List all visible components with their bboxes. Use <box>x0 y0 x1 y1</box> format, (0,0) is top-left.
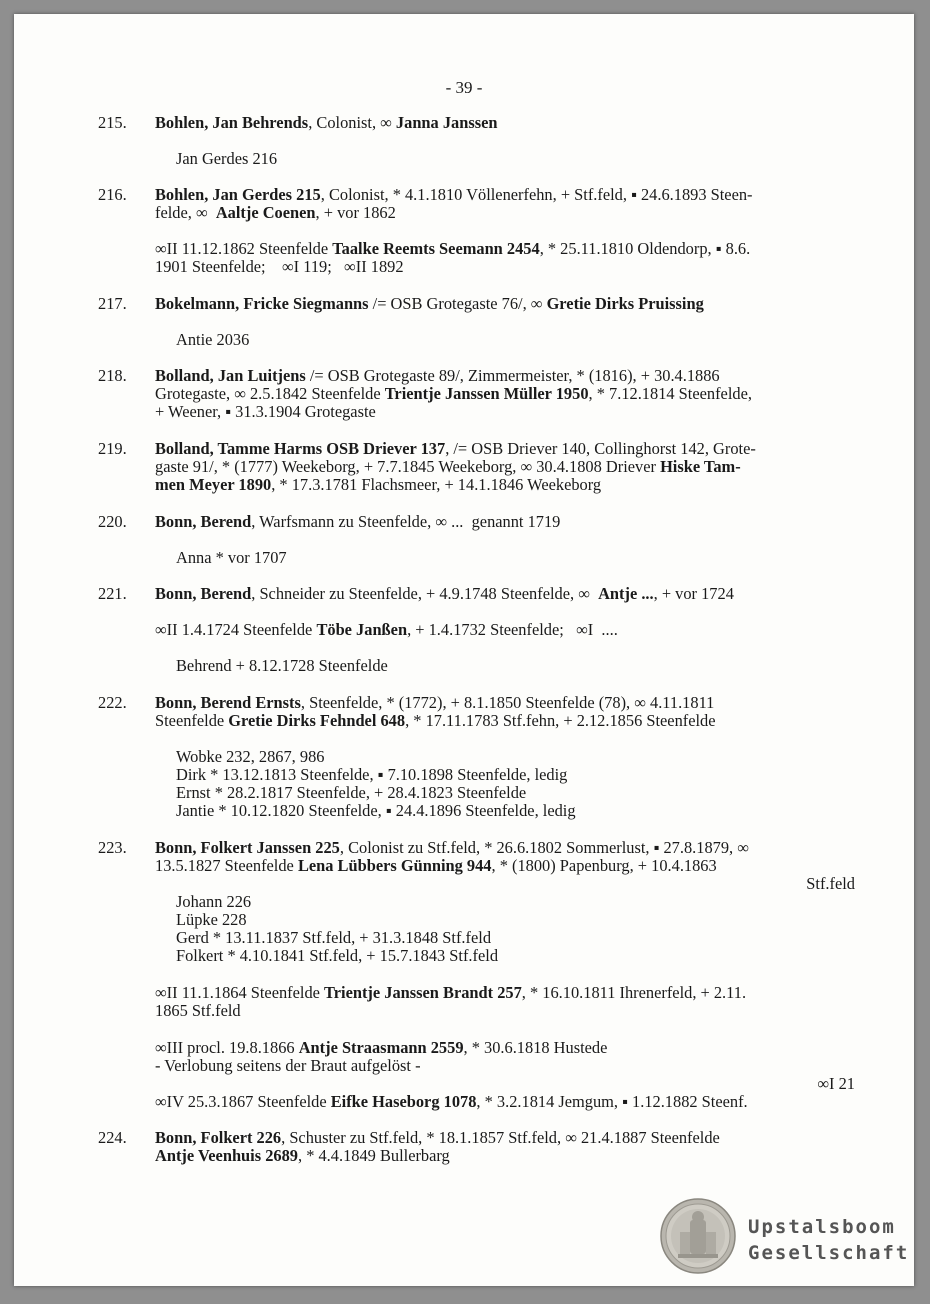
text-run: , Warfsmann zu Steenfelde, ∞ ... genannt 1719 <box>251 512 561 531</box>
text-run: , Colonist, ∞ <box>308 113 396 132</box>
text-run: 13.5.1827 Steenfelde <box>155 856 298 875</box>
name-bold: men Meyer 1890 <box>155 475 272 494</box>
text-line <box>155 585 855 603</box>
entry-text <box>155 114 855 132</box>
marriage-second <box>155 240 855 276</box>
marriage-ref: ∞I 21 <box>817 1074 855 1093</box>
text-run: gaste 91/, * (1777) Weekeborg, + 7.7.1845 Weekeborg, ∞ 30.4.1808 Driever <box>155 457 661 476</box>
name-bold: Bokelmann, Fricke Siegmanns <box>155 294 369 313</box>
children-list <box>176 748 856 820</box>
child-item: Gerd * 13.11.1837 Stf.feld, + 31.3.1848 Stf.feld <box>176 928 492 947</box>
name-bold: Trientje Janssen Brandt 257 <box>324 983 522 1002</box>
name-bold: Antje Veenhuis 2689 <box>155 1146 298 1165</box>
text-run: 1901 Steenfelde; ∞I 119; ∞II 1892 <box>155 257 404 276</box>
text-run: , * 17.3.1781 Flachsmeer, + 14.1.1846 Weekeborg <box>271 475 602 494</box>
text-line <box>155 403 855 421</box>
child-item: Lüpke 228 <box>176 910 247 929</box>
child-item: Dirk * 13.12.1813 Steenfelde, ▪ 7.10.1898 Steenfelde, ledig <box>176 765 568 784</box>
text-run: , Steenfelde, * (1772), + 8.1.1850 Steenfelde (78), ∞ 4.11.1811 <box>300 693 715 712</box>
name-bold: Antje ... <box>598 584 654 603</box>
name-bold: Janna Janssen <box>395 113 498 132</box>
text-line <box>155 385 855 403</box>
entry-text <box>155 367 855 421</box>
entry-number: 220. <box>98 512 127 531</box>
marriage-third <box>155 1039 855 1075</box>
text-run: felde, ∞ <box>155 203 216 222</box>
text-line <box>155 513 855 531</box>
text-run: ∞IV 25.3.1867 Steenfelde <box>155 1092 331 1111</box>
document-page <box>14 14 914 1286</box>
entry-text <box>155 440 855 494</box>
text-line <box>155 1039 855 1057</box>
name-bold: Bonn, Berend <box>155 584 252 603</box>
name-bold: Gretie Dirks Pruissing <box>546 294 704 313</box>
logo-line: Gesellschaft <box>748 1242 910 1264</box>
name-bold: Antje Straasmann 2559 <box>298 1038 464 1057</box>
name-bold: Bolland, Jan Luitjens <box>155 366 306 385</box>
text-line <box>155 204 855 222</box>
text-line <box>155 240 855 258</box>
text-run: 1865 Stf.feld <box>155 1001 241 1020</box>
text-run: , * 7.12.1814 Steenfelde, <box>588 384 752 403</box>
entry-number: 216. <box>98 185 127 204</box>
child-item: Jantie * 10.12.1820 Steenfelde, ▪ 24.4.1896 Steenfelde, ledig <box>176 801 576 820</box>
text-line <box>155 476 855 494</box>
marriage-second <box>155 984 855 1020</box>
child-item: Johann 226 <box>176 892 252 911</box>
text-run: ∞II 11.1.1864 Steenfelde <box>155 983 325 1002</box>
text-run: , * 30.6.1818 Hustede <box>463 1038 608 1057</box>
entry-number: 221. <box>98 584 127 603</box>
entry-number: 223. <box>98 838 127 857</box>
name-bold: Töbe Janßen <box>316 620 408 639</box>
name-bold: Eifke Haseborg 1078 <box>330 1092 477 1111</box>
text-run: , Colonist zu Stf.feld, * 26.6.1802 Sommerlust, ▪ 27.8.1879, ∞ <box>339 838 749 857</box>
text-run: + Weener, ▪ 31.3.1904 Grotegaste <box>155 402 376 421</box>
text-line <box>155 458 855 476</box>
name-bold: Aaltje Coenen <box>215 203 316 222</box>
text-run: , + 1.4.1732 Steenfelde; ∞I .... <box>407 620 618 639</box>
text-run: , Schuster zu Stf.feld, * 18.1.1857 Stf.feld, ∞ 21.4.1887 Steenfelde <box>281 1128 720 1147</box>
entry-text <box>155 295 855 313</box>
text-run: , * 16.10.1811 Ihrenerfeld, + 2.11. <box>521 983 747 1002</box>
text-line <box>155 258 855 276</box>
name-bold: Bohlen, Jan Gerdes 215 <box>155 185 321 204</box>
children-list <box>176 893 856 965</box>
children-list: Antie 2036 <box>176 330 250 349</box>
text-line <box>155 295 855 313</box>
text-run: , * 25.11.1810 Oldendorp, ▪ 8.6. <box>539 239 751 258</box>
text-run: , * 17.11.1783 Stf.fehn, + 2.12.1856 Steenfelde <box>405 711 716 730</box>
name-bold: Bonn, Berend Ernsts <box>155 693 301 712</box>
text-line <box>155 1002 855 1020</box>
text-run: , Colonist, * 4.1.1810 Völlenerfehn, + Stf.feld, ▪ 24.6.1893 Steen- <box>320 185 753 204</box>
text-run: Grotegaste, ∞ 2.5.1842 Steenfelde <box>155 384 385 403</box>
entry-text <box>155 839 855 875</box>
name-bold: Bonn, Folkert 226 <box>155 1128 282 1147</box>
marriage-fourth <box>155 1093 855 1111</box>
text-line <box>155 114 855 132</box>
text-run: , * 3.2.1814 Jemgum, ▪ 1.12.1882 Steenf. <box>476 1092 748 1111</box>
children-list: Behrend + 8.12.1728 Steenfelde <box>176 656 388 675</box>
entry-text <box>155 186 855 222</box>
text-run: ∞II 1.4.1724 Steenfelde <box>155 620 317 639</box>
name-bold: Lena Lübbers Günning 944 <box>297 856 492 875</box>
entry-text <box>155 694 855 730</box>
text-run: Steenfelde <box>155 711 229 730</box>
entry-number: 219. <box>98 439 127 458</box>
entry-text <box>155 1129 855 1165</box>
text-line <box>155 440 855 458</box>
children-list: Anna * vor 1707 <box>176 548 287 567</box>
text-line <box>155 186 855 204</box>
entry-number: 215. <box>98 113 127 132</box>
name-bold: Gretie Dirks Fehndel 648 <box>228 711 406 730</box>
name-bold: Bonn, Folkert Janssen 225 <box>155 838 340 857</box>
name-bold: Bolland, Tamme Harms OSB Driever 137 <box>155 439 446 458</box>
text-run: /= OSB Grotegaste 76/, ∞ <box>368 294 547 313</box>
text-line <box>155 1129 855 1147</box>
name-bold: Bohlen, Jan Behrends <box>155 113 309 132</box>
text-run: , Schneider zu Steenfelde, + 4.9.1748 Steenfelde, ∞ <box>251 584 599 603</box>
text-line <box>155 839 855 857</box>
text-run: , /= OSB Driever 140, Collinghorst 142, Grote- <box>445 439 756 458</box>
text-run: ∞II 11.12.1862 Steenfelde <box>155 239 333 258</box>
entry-text-tail: Stf.feld <box>806 874 855 893</box>
text-line <box>155 621 855 639</box>
text-line <box>155 712 855 730</box>
entry-number: 218. <box>98 366 127 385</box>
text-run: - Verlobung seitens der Braut aufgelöst - <box>155 1056 421 1075</box>
entry-number: 222. <box>98 693 127 712</box>
text-line <box>155 1057 855 1075</box>
entry-number: 217. <box>98 294 127 313</box>
child-item: Folkert * 4.10.1841 Stf.feld, + 15.7.1843 Stf.feld <box>176 946 499 965</box>
society-logo-text <box>748 1214 909 1266</box>
text-line <box>155 857 855 875</box>
text-line <box>155 984 855 1002</box>
text-line <box>155 1147 855 1165</box>
name-bold: Trientje Janssen Müller 1950 <box>384 384 589 403</box>
text-run: , + vor 1724 <box>653 584 734 603</box>
text-line <box>155 1093 855 1111</box>
entry-text <box>155 585 855 603</box>
text-run: , * 4.4.1849 Bullerbarg <box>298 1146 450 1165</box>
text-run: , + vor 1862 <box>315 203 396 222</box>
marriage-second <box>155 621 855 639</box>
child-item: Ernst * 28.2.1817 Steenfelde, + 28.4.1823 Steenfelde <box>176 783 527 802</box>
page-number: - 39 - <box>445 78 483 97</box>
child-item: Wobke 232, 2867, 986 <box>176 747 325 766</box>
text-line <box>155 367 855 385</box>
name-bold: Taalke Reemts Seemann 2454 <box>332 239 540 258</box>
entry-text <box>155 513 855 531</box>
entry-number: 224. <box>98 1128 127 1147</box>
society-seal-icon <box>660 1198 736 1274</box>
logo-line: Upstalsboom <box>748 1216 896 1238</box>
text-run: , * (1800) Papenburg, + 10.4.1863 <box>491 856 717 875</box>
text-run: ∞III procl. 19.8.1866 <box>155 1038 299 1057</box>
name-bold: Bonn, Berend <box>155 512 252 531</box>
children-list: Jan Gerdes 216 <box>176 149 278 168</box>
text-run: /= OSB Grotegaste 89/, Zimmermeister, * (1816), + 30.4.1886 <box>305 366 720 385</box>
text-line <box>155 694 855 712</box>
name-bold: Hiske Tam- <box>660 457 741 476</box>
